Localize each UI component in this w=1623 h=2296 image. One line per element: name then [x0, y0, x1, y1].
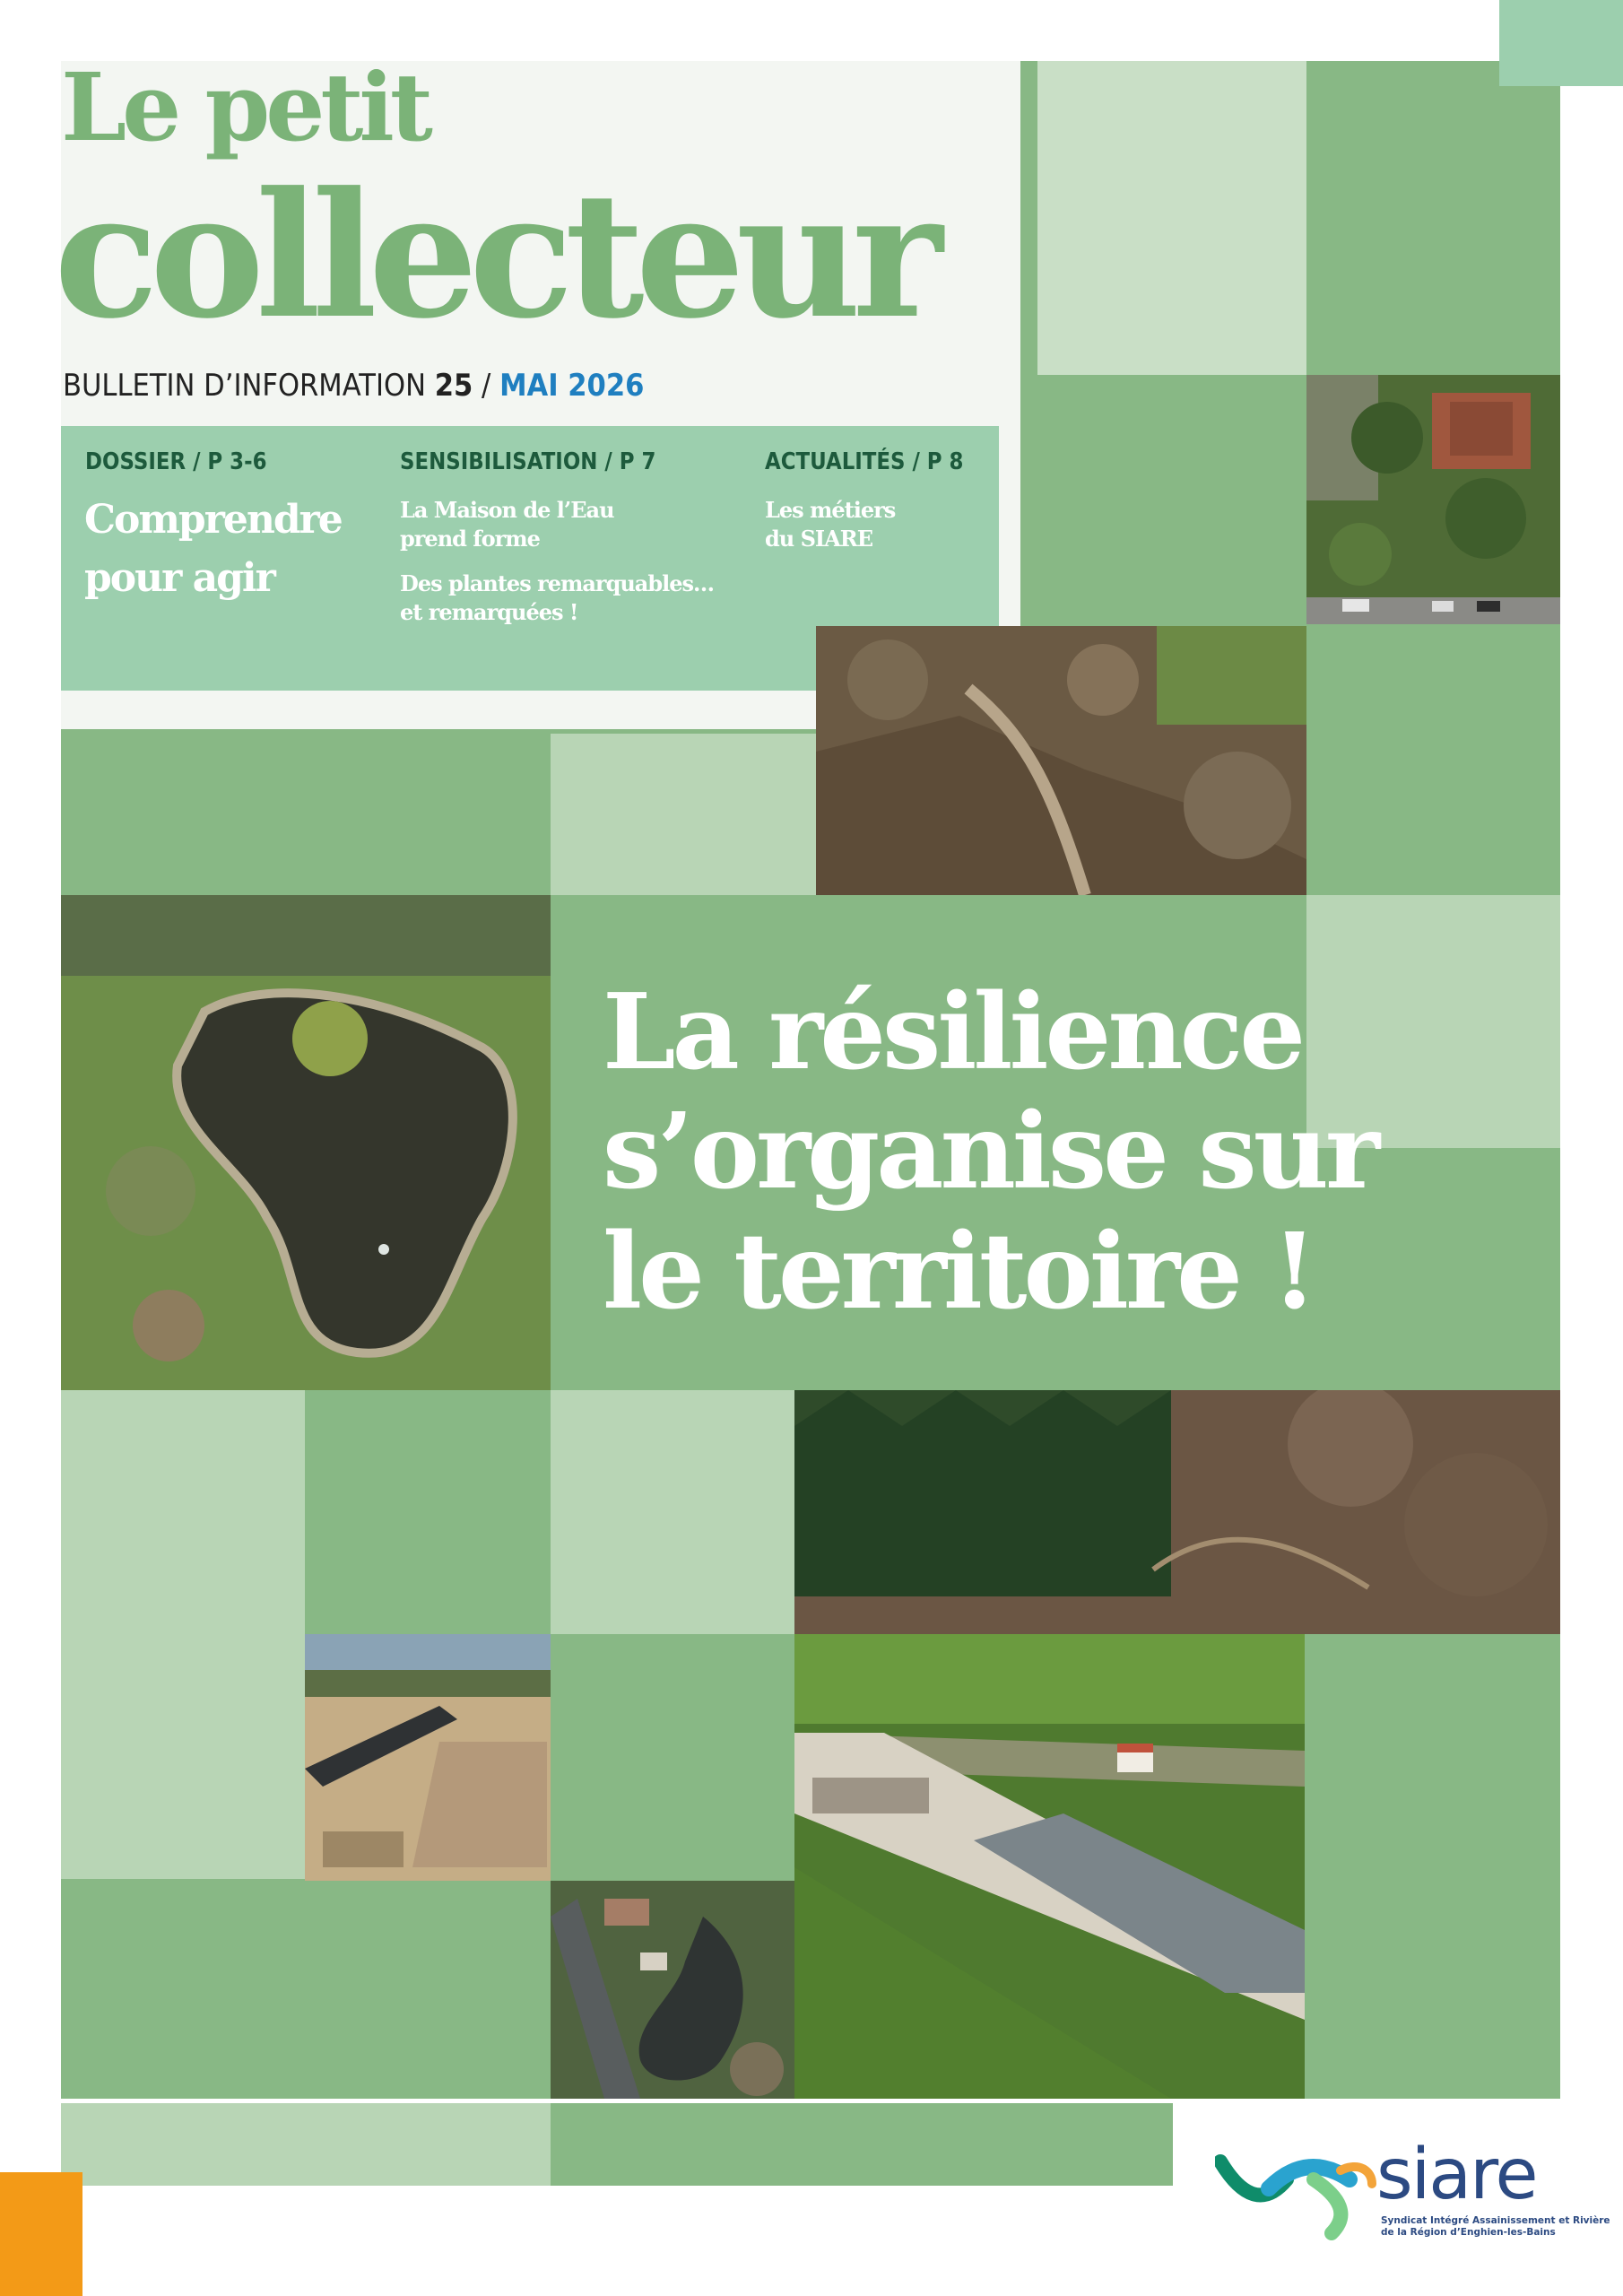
- toc-item-dossier-line2: pour agir: [84, 555, 274, 601]
- photo-aerial-houses: [1306, 375, 1560, 624]
- logo-wordmark: siare: [1376, 2135, 1537, 2215]
- tile-light: [61, 1390, 305, 1879]
- photo-aerial-pond: [61, 895, 551, 1390]
- toc-item-sensibilisation-2b: et remarquées !: [400, 599, 578, 625]
- photo-aerial-canal: [551, 1881, 794, 2099]
- logo-subtitle: [1381, 2215, 1610, 2239]
- toc-item-sensibilisation-2a: Des plantes remarquables…: [400, 570, 715, 596]
- corner-accent-bottom: [0, 2172, 82, 2296]
- tile-mid: [305, 1390, 551, 1634]
- toc-item-actualites-b: du SIARE: [765, 526, 873, 552]
- tile-light: [551, 1390, 794, 1634]
- photo-construction-site: [305, 1634, 551, 1881]
- issue-line: [63, 368, 644, 404]
- tile-light: [551, 734, 816, 895]
- toc-item-actualites-a: Les métiers: [765, 497, 896, 523]
- masthead-title-line1: Le petit: [61, 52, 429, 162]
- headline-line2: s’organise sur: [603, 1091, 1377, 1213]
- toc-item-sensibilisation-1b: prend forme: [400, 526, 540, 552]
- main-headline: [603, 973, 1376, 1332]
- tile-mid: [61, 1879, 551, 2099]
- photo-aerial-pine-forest: [794, 1390, 1560, 1634]
- toc-heading-sensibilisation: SENSIBILISATION / P 7: [400, 448, 656, 475]
- issue-separator: /: [482, 368, 491, 404]
- headline-line3: le territoire !: [603, 1210, 1315, 1333]
- bulletin-label: BULLETIN D’INFORMATION: [63, 368, 426, 404]
- toc-item-sensibilisation-1a: La Maison de l’Eau: [400, 497, 614, 523]
- footer-organization-name: Syndicat Intégré Assainissement et Rivière de la région d’Enghien-les-Bains: [82, 2183, 1192, 2215]
- issue-number: 25: [434, 368, 473, 404]
- tile-mid: [551, 2103, 1173, 2186]
- logo-subtitle-line1: Syndicat Intégré Assainissement et Rivière: [1381, 2215, 1610, 2226]
- toc-heading-actualites: ACTUALITÉS / P 8: [765, 448, 964, 475]
- tile-light: [1037, 61, 1306, 375]
- corner-accent-top: [1499, 0, 1623, 86]
- photo-treatment-plant: [794, 1634, 1305, 2099]
- toc-heading-dossier: DOSSIER / P 3-6: [85, 448, 267, 475]
- siare-wave-icon: [1215, 2144, 1376, 2242]
- tile-mid: [551, 1634, 794, 1881]
- issue-date: MAI 2026: [499, 368, 645, 404]
- headline-line1: La résilience: [603, 971, 1303, 1093]
- masthead-title-line2: collecteur: [54, 155, 934, 357]
- logo-subtitle-line2: de la Région d’Enghien-les-Bains: [1381, 2227, 1556, 2239]
- toc-item-dossier-line1: Comprendre: [84, 497, 342, 543]
- tile-light: [61, 2103, 551, 2186]
- photo-aerial-forest-trail: [816, 626, 1306, 895]
